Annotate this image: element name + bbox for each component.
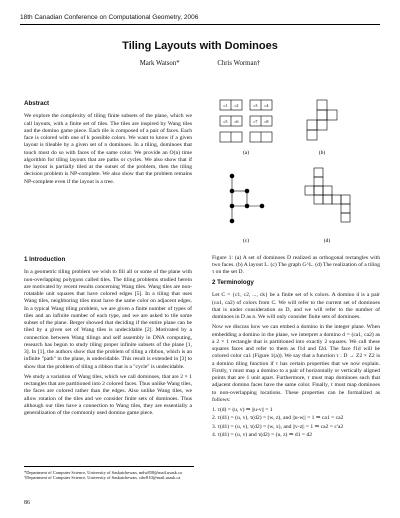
figure-svg: [212, 96, 380, 251]
tile-color-label: c2: [234, 103, 239, 108]
tile-color-label: c3: [253, 103, 258, 108]
condition-4: 4. τ(d1) = (u, v) and τ(d2) = (u, z) ⇒ d1 = d2: [212, 431, 313, 438]
figure-caption: Figure 1: (a) A set of dominoes D realized as orthogonal rectangles with two faces. (b) A layout L. (c) The graph G^L. (d) The realization of a tiling τ on the set D.: [212, 255, 380, 275]
footnote-2: †Department of Computer Science, University of Saskatchewan, cdw810@mail.usask.ca: [24, 475, 181, 481]
footnotes: [24, 466, 194, 481]
running-header: 18th Canadian Conference on Computational Geometry, 2006: [20, 14, 199, 21]
panel-c-label: (c): [242, 238, 250, 244]
author-1: Mark Watson*: [139, 60, 180, 67]
panel-a-label: (a): [242, 150, 250, 156]
condition-1: 1. τ(d) = (u, v) ⇒ ||u-v|| = 1: [212, 407, 273, 413]
authors: [0, 60, 400, 67]
footnote-1: *Department of Computer Science, University of Saskatchewan, mdw858@mail.usask.ca: [24, 470, 182, 475]
terminology-paragraph-1: Let C = {c1, c2, ..., ck} be a finite set of k colors. A domino d is a pair (ca1, ca2) of colors from C. We will refer to the current set of dominoes that is under consideration as D, and we will refer to the number of dominoes in D as n. We will only consider finite sets of dominoes.: [212, 292, 380, 320]
abstract-text: We explore the complexity of tiling finite subsets of the plane, which we call layouts, with a finite set of tiles. The tiles are inspired by Wang tiles and the domino game piece. Each tile is composed of a pair of faces. Each face is colored with one of k possible colors. We want to know if a given layout is tileable by a given set of n dominoes. In a tiling, dominoes that touch must do so with faces of the same color. We provide an O(n) time algorithm for tiling layouts that are paths or cycles. We also show that if the layout is partially tiled at the outset of the problem, then the tiling decision problem is NP-complete. We also show that the problem remains NP-complete even if the layout is a tree.: [24, 113, 192, 185]
abstract-heading: Abstract: [24, 100, 50, 107]
tile-color-label: c1: [223, 103, 228, 108]
author-2: Chris Worman†: [217, 60, 261, 67]
tile-color-label: c4: [264, 103, 269, 108]
abstract-section: [24, 100, 192, 189]
tile-color-label: c8: [264, 119, 269, 124]
paper-title: Tiling Layouts with Dominoes: [122, 40, 278, 52]
tile-color-label: c7: [253, 119, 258, 124]
terminology-heading: 2 Terminology: [212, 279, 254, 286]
condition-3: 3. τ(d1) = (u, v), τ(d2) = (w, x), and ||v-z|| = 1 ⇒ ca2 = c'a2: [212, 423, 344, 430]
figure-1: [212, 96, 380, 251]
panel-d-label: (d): [323, 238, 331, 244]
intro-paragraph-2: We study a variation of Wang tiles, which we call dominoes, that are 2 × 1 rectangles that are partitioned into 2 colored faces. Thus unlike Wang tiles, the faces are colored rather than the edges. Also unlike Wang tiles, we allow rotation of the tiles and we consider finite sets of dominoes. Thus although our tiles have a connection to Wang tiles, they are essentially a generalization of the commonly used domino game piece.: [24, 373, 192, 416]
tile-color-label: c5: [223, 119, 228, 124]
panel-d-tiling: [305, 168, 350, 222]
panel-c-graph: [230, 174, 264, 223]
terminology-section: [212, 279, 380, 440]
intro-paragraph-1: In a geometric tiling problem we wish to fill all or some of the plane with non-overlapping polygons called tiles. The tiling problems studied herein are motivated by recent results concerning Wang tiles. Wang tiles are non-rotatable unit squares that have colored edges [5]. In a tiling that uses Wang tiles, neighboring tiles must have the same color on adjacent edges. In a typical Wang tiling problem, we are given a finite number of types of tiles and an infinite number of each type, and we are asked to tile some subset of the plane. Berger showed that deciding if the entire plane can be tiled by a given set of Wang tiles is undecidable [2]. Motivated by a connection between Wang tilings and self assembly in DNA computing, research has begun to study tiling proper infinite subsets of the plane [1, 3]. In [1], the authors show that the problem of tiling a ribbon, which is an infinite "path" in the plane, is undecidable. This result is extended in [3] to show that the problem of tiling a ribbon that is a "cycle" is undecidable.: [24, 269, 192, 370]
page-number: 86: [24, 500, 30, 506]
tile-color-label: c6: [234, 119, 239, 124]
introduction-heading: 1 Introduction: [24, 256, 66, 263]
condition-2: 2. τ(d1) = (u, v), τ(d2) = (w, z), and ||u-w|| = 1 ⇒ ca1 = ca2: [212, 415, 344, 422]
panel-b-label: (b): [318, 150, 326, 156]
panel-b-layout: [307, 100, 337, 140]
terminology-paragraph-2: Now we discuss how we can embed a domino in the integer plane. When embedding a domino in the plane, we interpret a domino d = (ca1, ca2) as a 2 × 1 rectangle that is partitioned into exactly 2 squares. We call these squares faces and refer to them as f1d and f2d. The face f1d will be colored color ca1 (Figure 1(a)). We say that a function τ : D → Z2 × Z2 is a domino tiling function if τ has certain properties that we now explain. Firstly, τ must map a domino to a pair of horizontally or vertically aligned points that are 1 unit apart. Furthermore, τ must map dominoes such that adjacent domino faces have the same color. Finally, τ must map dominoes to non-overlapping locations. These properties can be formalized as follows:: [212, 324, 380, 403]
header-rule: [20, 24, 380, 25]
introduction-section: [24, 256, 192, 420]
